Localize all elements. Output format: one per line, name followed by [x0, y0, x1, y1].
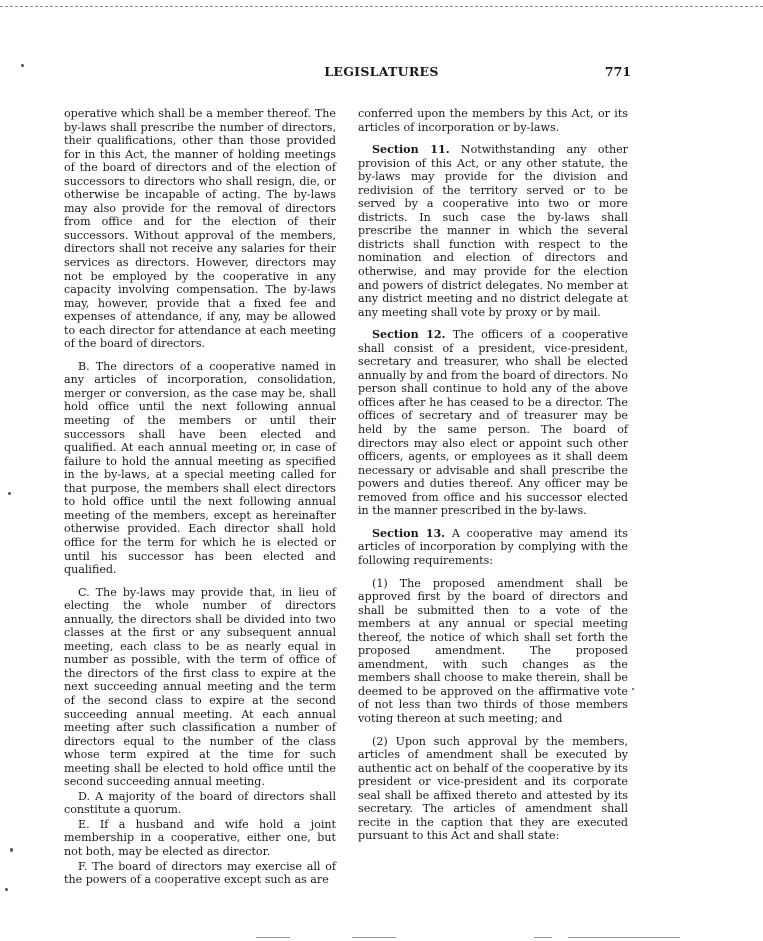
scan-speck: [10, 848, 13, 852]
scan-speck: [8, 492, 11, 495]
scan-speck: [632, 688, 634, 690]
paragraph-b: B. The directors of a cooperative named in any articles of incorporation, consolidation, merger or conversion, as the case may be, shall hold office until the next following annual meeting of the members or until their successors shall have been elected and qualified. At each annual meeting or, in case of failure to hold the annual meeting as specified in the by-laws, at a special meeting called for that purpose, the members shall elect directors to hold office until the next following annual meeting of the members, except as hereinafter otherwise provided. Each director shall hold office for the term for which he is elected or until his successor has been elected and qualified.: [64, 359, 336, 577]
section-11: [358, 143, 628, 319]
paragraph-conferred: conferred upon the members by this Act, or its articles of incorporation or by-laws.: [358, 107, 628, 134]
scan-bottom-mark: [568, 937, 680, 938]
section-11-label: Section 11.: [372, 143, 450, 157]
left-column: [64, 107, 336, 888]
scan-speck: [5, 888, 8, 891]
section-13: [358, 527, 628, 568]
scan-bottom-mark: [352, 937, 396, 938]
scan-bottom-mark: [256, 937, 290, 938]
paragraph-c: C. The by-laws may provide that, in lieu of electing the whole number of directors annually, the directors shall be divided into two classes at the first or any subsequent annual meeting, each class to be as nearly equal in number as possible, with the term of office of the directors of the first class to expire at the next succeeding annual meeting and the term of the second class to expire at the second succeeding annual meeting. At each annual meeting after such classification a number of directors equal to the number of the class whose term expired at the time for such meeting shall be elected to hold office until the second succeeding annual meeting.: [64, 585, 336, 789]
paragraph-e: E. If a husband and wife hold a joint membership in a cooperative, either one, but not both, may be elected as director.: [64, 817, 336, 858]
paragraph-director-bylaws: operative which shall be a member thereof. The by-laws shall prescribe the number of directors, their qualifications, other than those provided for in this Act, the manner of holding meetings of the board of directors and of the election of successors to directors who shall resign, die, or otherwise be incapable of acting. The by-laws may also provide for the removal of directors from office and for the election of their successors. Without approval of the members, directors shall not receive any salaries for their services as directors. However, directors may not be employed by the cooperative in any capacity involving compensation. The by-laws may, however, provide that a fixed fee and expenses of attendance, if any, may be allowed to each director for attendance at each meeting of the board of directors.: [64, 107, 336, 351]
section-13-item-1: (1) The proposed amendment shall be approved first by the board of directors and shall be submitted then to a vote of the members at any annual or special meeting thereof, the notice of which shall set forth the proposed amendment. The proposed amendment, with such changes as the members shall choose to make therein, shall be deemed to be approved on the affirmative vote of not less than two thirds of those members voting thereon at such meeting; and: [358, 576, 628, 725]
section-13-text: A cooperative may amend its articles of incorporation by complying with the following requirements:: [358, 526, 628, 567]
right-column: [358, 107, 628, 852]
scan-bottom-mark: [534, 937, 552, 938]
scan-speck: [21, 64, 24, 67]
running-header: LEGISLATURES: [324, 64, 439, 79]
section-12: [358, 328, 628, 518]
paragraph-f: F. The board of directors may exercise all of the powers of a cooperative except such as are: [64, 859, 336, 887]
section-12-text: The officers of a cooperative shall consist of a president, vice-president, secretary and treasurer, who shall be elected annually by and from the board of directors. No person shall continue to hold any of the above offices after he has ceased to be a director. The offices of secretary and of treasurer may be held by the same person. The board of directors may also elect or appoint such other officers, agents, or employees as it shall deem necessary or advisable and shall prescribe the powers and duties thereof. Any officer may be removed from office and his successor elected in the manner prescribed in the by-laws.: [358, 328, 629, 518]
section-11-text: Notwithstanding any other provision of this Act, or any other statute, the by-laws may provide for the division and redivision of the territory served or to be served by a cooperative into two or more districts. In such case the by-laws shall prescribe the manner in which the several districts shall function with respect to the nomination and election of directors and otherwise, and may provide for the election and powers of district delegates. No member at any district meeting and no district delegate at any meeting shall vote by proxy or by mail.: [358, 143, 628, 319]
section-13-label: Section 13.: [372, 526, 446, 540]
paragraph-d: D. A majority of the board of directors shall constitute a quorum.: [64, 789, 336, 817]
section-12-label: Section 12.: [372, 328, 446, 342]
scan-top-border: [0, 6, 763, 7]
page-number: 771: [604, 64, 631, 79]
section-13-item-2: (2) Upon such approval by the members, articles of amendment shall be executed by authentic act on behalf of the cooperative by its president or vice-president and its corporate seal shall be affixed thereto and attested by its secretary. The articles of amendment shall recite in the caption that they are executed pursuant to this Act and shall state:: [358, 734, 628, 843]
